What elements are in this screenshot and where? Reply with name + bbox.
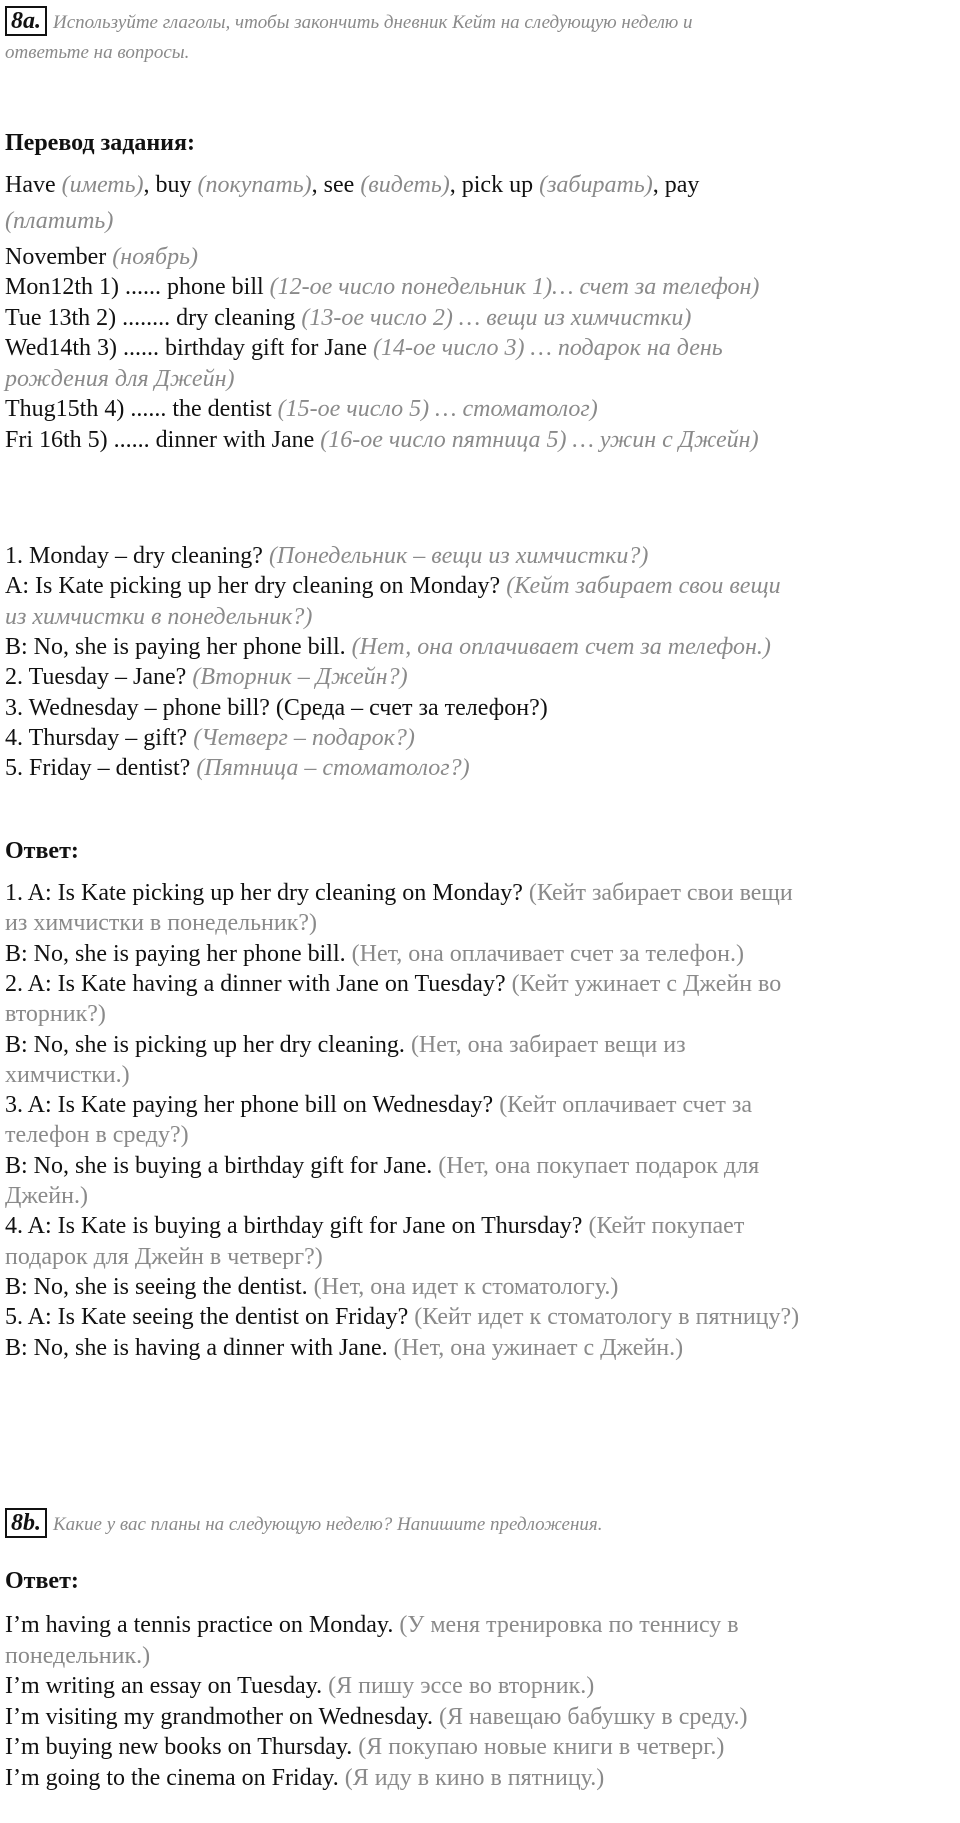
separator: ,: [143, 172, 150, 198]
text-line: [5, 573, 781, 600]
line-english: 2. Tuesday – Jane?: [5, 664, 187, 691]
text-line: [5, 274, 759, 301]
line-english: B: No, she is seeing the dentist.: [5, 1273, 308, 1300]
text-line: [5, 1673, 594, 1700]
month-en: November: [5, 244, 107, 270]
line-english: Wed14th 3) ...... birthday gift for Jane: [5, 335, 367, 361]
text-line: [5, 305, 691, 332]
verb-ru: (забирать): [539, 172, 653, 198]
verbs-line-2: (платить): [5, 208, 114, 234]
line-english: 2. A: Is Kate having a dinner with Jane on Tuesday?: [5, 970, 506, 997]
line-russian: (Кейт оплачивает счет за: [499, 1092, 753, 1119]
text-line: [5, 725, 415, 752]
line-english: B: No, she is buying a birthday gift for Jane.: [5, 1152, 433, 1179]
line-russian: (Нет, она идет к стоматологу.): [313, 1273, 619, 1300]
line-english: 1. A: Is Kate picking up her dry cleaning on Monday?: [5, 880, 523, 906]
text-line: [5, 1704, 747, 1731]
line-english: 3. Wednesday – phone bill? (Среда – счет за телефон?): [5, 694, 548, 721]
line-english: 5. A: Is Kate seeing the dentist on Friday?: [5, 1304, 409, 1331]
text-line: [5, 1765, 604, 1792]
line-english: Thug15th 4) ...... the dentist: [5, 396, 272, 422]
month-ru: (ноябрь): [112, 244, 199, 270]
line-english: I’m visiting my grandmother on Wednesday.: [5, 1703, 433, 1730]
verb-en: pay: [664, 172, 700, 198]
line-russian: (Нет, она ужинает с Джейн.): [393, 1334, 684, 1361]
line-english: 1. Monday – dry cleaning?: [5, 543, 263, 569]
text-line: [5, 1274, 618, 1301]
text-line: [5, 695, 548, 722]
line-russian: телефон в среду?): [5, 1122, 189, 1149]
exercise-8b-header: [5, 1508, 603, 1540]
line-russian: (Кейт идет к стоматологу в пятницу?): [414, 1304, 800, 1331]
exercise-number-8b: 8b.: [5, 1508, 47, 1538]
line-english: 5. Friday – dentist?: [5, 755, 191, 782]
line-russian: (Кейт ужинает с Джейн во: [511, 970, 782, 997]
text-line: [5, 755, 470, 782]
line-russian: Джейн.): [5, 1183, 88, 1209]
line-english: Tue 13th 2) ........ dry cleaning: [5, 304, 296, 331]
verb-ru: (покупать): [197, 172, 312, 198]
translation-heading: Перевод задания:: [5, 130, 195, 156]
line-english: 3. A: Is Kate paying her phone bill on Wednesday?: [5, 1092, 494, 1119]
exercise-8a-task-line-2: ответьте на вопросы.: [5, 42, 190, 63]
text-line: [5, 1643, 150, 1670]
text-line: [5, 1304, 799, 1331]
line-russian: из химчистки в понедельник?): [5, 910, 318, 937]
line-english: B: No, she is picking up her dry cleaning.: [5, 1031, 405, 1058]
line-russian: (14-ое число 3) … подарок на день: [372, 335, 723, 361]
answer-heading-8b: Ответ:: [5, 1568, 79, 1594]
line-russian: (12-ое число понедельник 1)… счет за телефон): [269, 274, 760, 300]
line-russian: (13-ое число 2) … вещи из химчистки): [301, 304, 692, 331]
line-english: I’m having a tennis practice on Monday.: [5, 1612, 394, 1638]
text-line: [5, 396, 598, 423]
text-line: [5, 971, 781, 998]
line-russian: (15-ое число 5) … стоматолог): [277, 396, 598, 422]
verb-ru: (видеть): [360, 172, 450, 198]
text-line: [5, 941, 744, 968]
line-english: I’m going to the cinema on Friday.: [5, 1764, 339, 1791]
verbs-line-1: [5, 172, 699, 199]
month-line: [5, 244, 198, 271]
text-line: [5, 427, 759, 454]
line-russian: (Нет, она оплачивает счет за телефон.): [351, 940, 744, 967]
line-russian: (Пятница – стоматолог?): [196, 755, 470, 782]
verb-en: buy: [155, 172, 192, 198]
text-line: [5, 1213, 744, 1240]
line-russian: (Кейт забирает свои вещи: [506, 573, 781, 600]
text-line: [5, 1153, 759, 1180]
line-russian: (Я навещаю бабушку в среду.): [439, 1703, 748, 1730]
verb-ru: (иметь): [61, 172, 144, 198]
text-line: [5, 1612, 739, 1639]
exercise-number-8a: 8a.: [5, 6, 47, 36]
line-english: 4. Thursday – gift?: [5, 724, 188, 751]
text-line: [5, 366, 234, 393]
text-line: [5, 1001, 106, 1028]
line-russian: (Кейт забирает свои вещи: [528, 880, 793, 906]
text-line: [5, 1122, 189, 1149]
line-russian: химчистки.): [5, 1061, 130, 1088]
text-line: [5, 880, 793, 907]
exercise-8a-task-line-1: Используйте глаголы, чтобы закончить дневник Кейт на следующую неделю и: [53, 12, 693, 33]
line-russian: (Кейт покупает: [588, 1213, 745, 1240]
line-english: Fri 16th 5) ...... dinner with Jane: [5, 426, 315, 453]
line-russian: (У меня тренировка по теннису в: [399, 1612, 739, 1638]
text-line: [5, 1092, 752, 1119]
line-russian: понедельник.): [5, 1642, 151, 1669]
line-russian: (Нет, она покупает подарок для: [438, 1152, 760, 1179]
line-russian: (Я покупаю новые книги в четверг.): [358, 1734, 725, 1760]
line-russian: вторник?): [5, 1001, 106, 1028]
line-russian: рождения для Джейн): [5, 365, 235, 392]
text-line: [5, 910, 317, 937]
line-english: I’m writing an essay on Tuesday.: [5, 1673, 323, 1699]
line-english: B: No, she is paying her phone bill.: [5, 940, 346, 967]
separator: ,: [652, 172, 659, 198]
line-english: 4. A: Is Kate is buying a birthday gift for Jane on Thursday?: [5, 1213, 583, 1240]
line-english: A: Is Kate picking up her dry cleaning on Monday?: [5, 573, 501, 600]
text-line: [5, 1032, 686, 1059]
line-russian: подарок для Джейн в четверг?): [5, 1243, 323, 1270]
text-line: [5, 664, 408, 691]
line-russian: (16-ое число пятница 5) … ужин с Джейн): [320, 426, 759, 453]
text-line: [5, 1062, 130, 1089]
line-russian: (Нет, она забирает вещи из: [410, 1031, 686, 1058]
exercise-8b-task: Какие у вас планы на следующую неделю? Напишите предложения.: [53, 1514, 603, 1535]
line-russian: (Понедельник – вещи из химчистки?): [268, 543, 649, 569]
line-english: B: No, she is having a dinner with Jane.: [5, 1334, 388, 1361]
verb-en: Have: [5, 172, 56, 198]
verb-en: pick up: [461, 172, 534, 198]
verb-en: see: [323, 172, 355, 198]
line-russian: (Четверг – подарок?): [193, 724, 415, 751]
line-russian: из химчистки в понедельник?): [5, 603, 313, 630]
separator: ,: [449, 172, 456, 198]
line-russian: (Я пишу эссе во вторник.): [328, 1673, 595, 1699]
line-english: I’m buying new books on Thursday.: [5, 1734, 353, 1760]
text-line: [5, 335, 723, 362]
line-english: Mon12th 1) ...... phone bill: [5, 274, 264, 300]
text-line: [5, 634, 771, 661]
exercise-8a-header: [5, 6, 693, 38]
separator: ,: [311, 172, 318, 198]
exercise-8a-task-line-2-row: [5, 38, 189, 68]
text-line: [5, 543, 648, 570]
line-russian: (Нет, она оплачивает счет за телефон.): [351, 633, 771, 660]
line-english: B: No, she is paying her phone bill.: [5, 633, 346, 660]
answer-heading-8a: Ответ:: [5, 838, 79, 864]
text-line: [5, 1183, 88, 1210]
line-russian: (Я иду в кино в пятницу.): [344, 1764, 605, 1791]
text-line: [5, 1244, 323, 1271]
text-line: [5, 1734, 724, 1761]
line-russian: (Вторник – Джейн?): [192, 664, 408, 691]
text-line: [5, 604, 312, 631]
text-line: [5, 1335, 683, 1362]
